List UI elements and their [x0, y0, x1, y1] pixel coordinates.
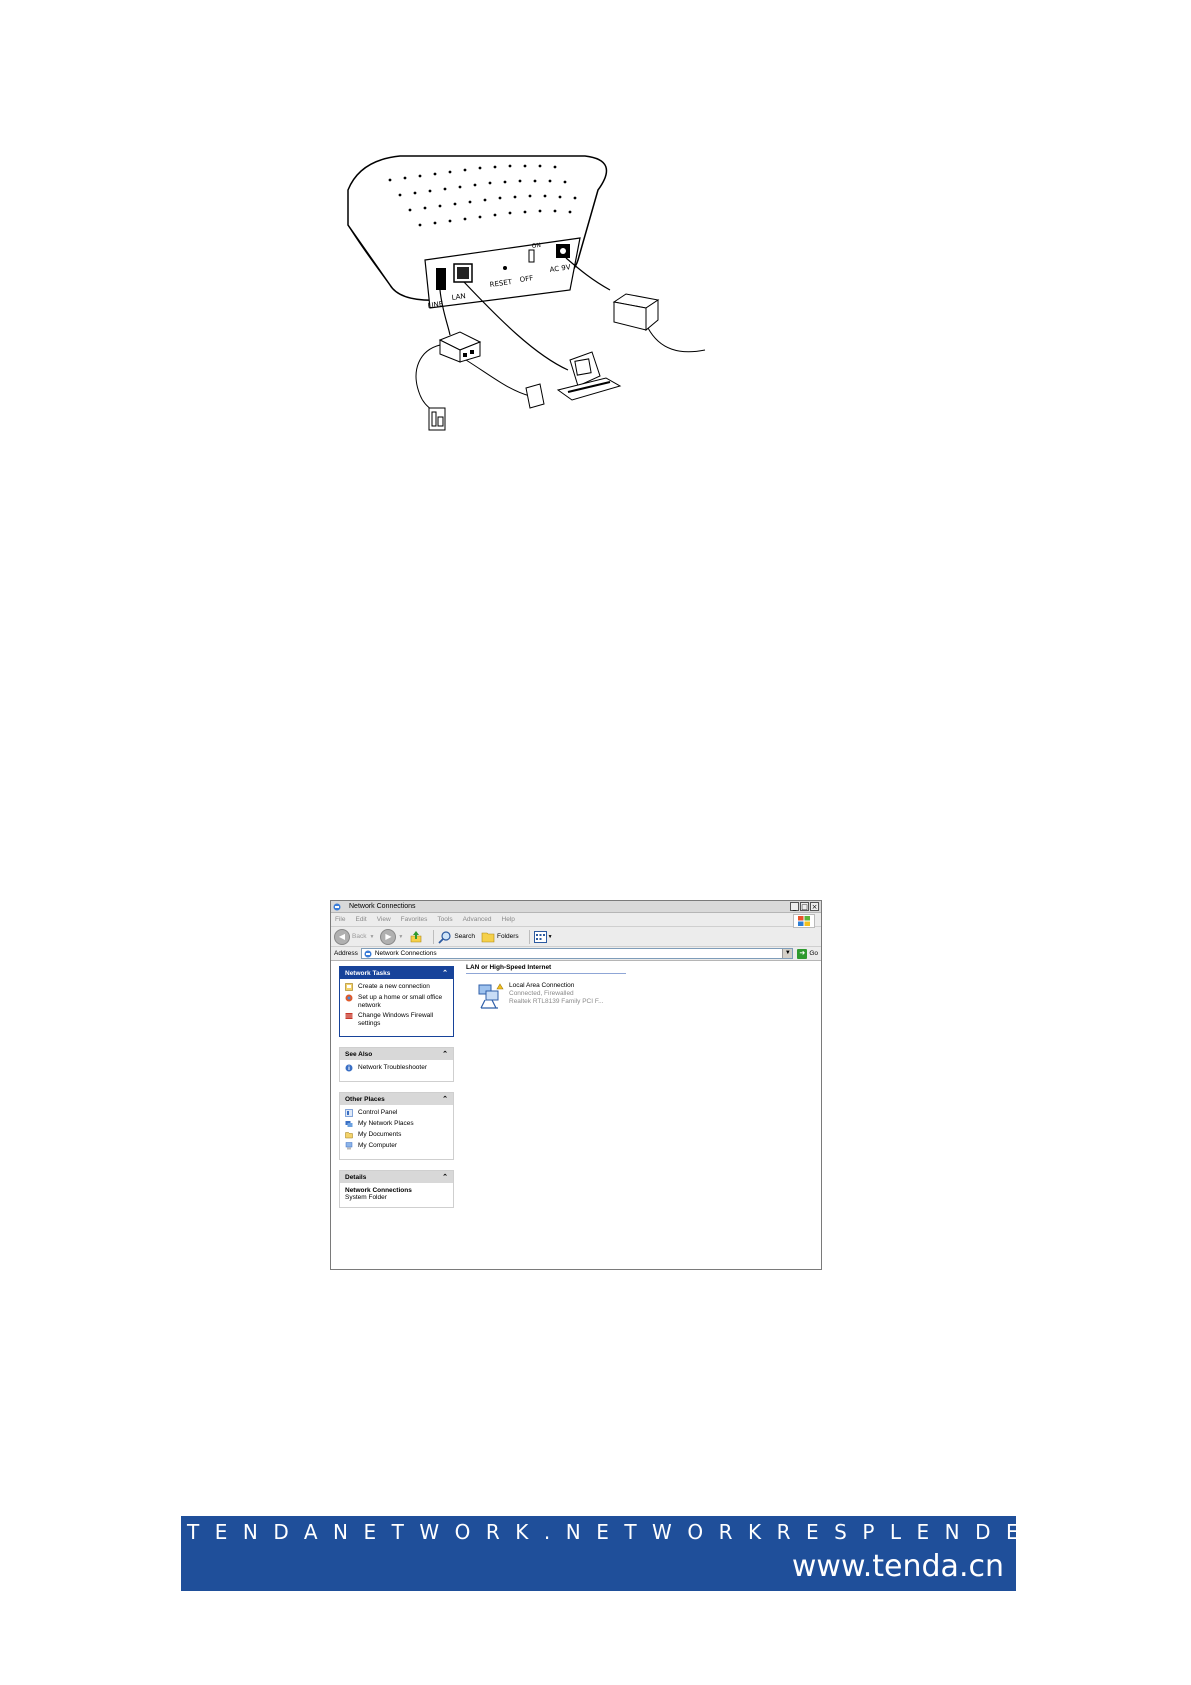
link-label: Control Panel	[358, 1109, 398, 1116]
folders-button[interactable]	[481, 931, 519, 943]
search-icon	[438, 930, 452, 944]
window-title: Network Connections	[349, 903, 416, 910]
group-header-lan: LAN or High-Speed Internet	[466, 964, 626, 974]
task-label: Set up a home or small office network	[358, 994, 443, 1009]
other-places-title: Other Places	[345, 1095, 385, 1103]
computer-icon	[345, 1142, 353, 1150]
new-connection-icon	[345, 983, 353, 991]
menu-bar	[331, 913, 821, 927]
firewall-icon	[345, 1012, 353, 1020]
close-button[interactable]: ×	[811, 903, 818, 911]
views-button[interactable]	[534, 931, 553, 943]
network-connections-icon	[364, 950, 372, 958]
back-arrow-icon: ◀	[334, 929, 350, 945]
banner-url: www.tenda.cn	[791, 1549, 1004, 1584]
network-connections-icon	[333, 903, 341, 911]
see-also-panel	[339, 1047, 454, 1082]
go-label: Go	[809, 950, 818, 957]
back-button[interactable]	[334, 929, 374, 945]
details-header[interactable]	[340, 1171, 453, 1183]
task-pane	[339, 966, 454, 1218]
home-network-icon	[345, 994, 353, 1002]
windows-logo-icon	[793, 914, 815, 928]
chevron-down-icon: ▼	[369, 933, 375, 940]
tenda-footer-banner	[181, 1516, 1123, 1591]
details-type: System Folder	[345, 1194, 387, 1201]
back-label: Back	[352, 933, 367, 940]
port-label-on: ON	[531, 241, 542, 250]
address-dropdown-button[interactable]: ▼	[782, 949, 792, 958]
folders-label: Folders	[496, 933, 519, 940]
menu-favorites[interactable]: Favorites	[400, 916, 428, 923]
menu-advanced[interactable]: Advanced	[462, 916, 492, 923]
network-tasks-header[interactable]	[340, 967, 453, 979]
connection-name: Local Area Connection	[509, 982, 575, 989]
task-firewall-settings[interactable]	[345, 1012, 448, 1027]
link-label: My Documents	[358, 1131, 402, 1138]
connection-device: Realtek RTL8139 Family PCI F...	[509, 998, 604, 1005]
link-label: My Computer	[358, 1142, 398, 1149]
chevron-down-icon: ▼	[547, 933, 553, 940]
forward-button[interactable]	[380, 929, 403, 945]
collapse-chevron-icon[interactable]: ⌃	[442, 1096, 448, 1103]
see-also-header[interactable]	[340, 1048, 453, 1060]
port-label-off: OFF	[519, 274, 534, 284]
collapse-chevron-icon[interactable]: ⌃	[442, 1051, 448, 1058]
toolbar	[331, 927, 821, 947]
local-area-connection-item[interactable]	[476, 982, 815, 1010]
link-label: Network Troubleshooter	[358, 1064, 428, 1071]
task-label: Change Windows Firewall settings	[358, 1012, 434, 1027]
lan-connection-icon	[476, 982, 506, 1010]
collapse-chevron-icon[interactable]: ⌃	[442, 1174, 448, 1181]
task-create-connection[interactable]	[345, 983, 448, 991]
up-folder-button[interactable]	[409, 930, 423, 944]
connection-status: Connected, Firewalled	[509, 990, 574, 997]
toolbar-separator	[433, 930, 434, 944]
menu-tools[interactable]: Tools	[437, 916, 453, 923]
window-content	[331, 962, 821, 1269]
see-also-title: See Also	[345, 1050, 373, 1058]
minimize-button[interactable]: _	[790, 902, 799, 911]
chevron-down-icon: ▼	[398, 933, 404, 940]
port-label-lan: LAN	[451, 292, 467, 302]
views-icon	[534, 931, 547, 943]
network-places-icon	[345, 1120, 353, 1128]
port-label-ac: AC 9V	[549, 263, 572, 274]
search-label: Search	[454, 933, 475, 940]
link-my-network-places[interactable]	[345, 1120, 448, 1128]
go-button[interactable]	[797, 949, 818, 959]
control-panel-icon	[345, 1109, 353, 1117]
router-connection-illustration	[330, 150, 710, 460]
other-places-panel	[339, 1092, 454, 1160]
menu-view[interactable]: View	[376, 916, 391, 923]
task-label: Create a new connection	[358, 983, 430, 990]
link-my-computer[interactable]	[345, 1142, 448, 1150]
details-panel	[339, 1170, 454, 1208]
search-button[interactable]	[438, 930, 475, 944]
address-label: Address	[334, 950, 358, 957]
link-network-troubleshooter[interactable]	[345, 1064, 448, 1072]
banner-slogan: TENDANETWORK.NETWORKRESPLENDENCE	[187, 1520, 1123, 1544]
menu-edit[interactable]: Edit	[355, 916, 367, 923]
port-label-line: LINE	[427, 299, 444, 310]
menu-file[interactable]: File	[335, 916, 346, 923]
up-folder-icon	[409, 930, 423, 944]
network-tasks-panel	[339, 966, 454, 1037]
menu-help[interactable]: Help	[501, 916, 515, 923]
task-home-network[interactable]	[345, 994, 448, 1009]
address-bar	[331, 947, 821, 961]
forward-arrow-icon: ▶	[380, 929, 396, 945]
address-value: Network Connections	[374, 950, 437, 957]
address-field[interactable]	[361, 948, 793, 959]
network-connections-window	[330, 900, 822, 1270]
other-places-header[interactable]	[340, 1093, 453, 1105]
go-arrow-icon: ➜	[797, 949, 807, 959]
details-title: Details	[345, 1173, 367, 1181]
title-bar	[331, 901, 821, 913]
folder-icon	[481, 931, 495, 943]
link-my-documents[interactable]	[345, 1131, 448, 1139]
link-label: My Network Places	[358, 1120, 414, 1127]
connections-list	[466, 962, 815, 1010]
info-icon	[345, 1064, 353, 1072]
documents-folder-icon	[345, 1131, 353, 1139]
collapse-chevron-icon[interactable]: ⌃	[442, 970, 448, 977]
toolbar-separator	[529, 930, 530, 944]
network-tasks-title: Network Tasks	[345, 969, 391, 977]
maximize-button[interactable]: □	[801, 903, 808, 911]
link-control-panel[interactable]	[345, 1109, 448, 1117]
details-name: Network Connections	[345, 1187, 412, 1194]
port-label-reset: RESET	[489, 277, 513, 289]
